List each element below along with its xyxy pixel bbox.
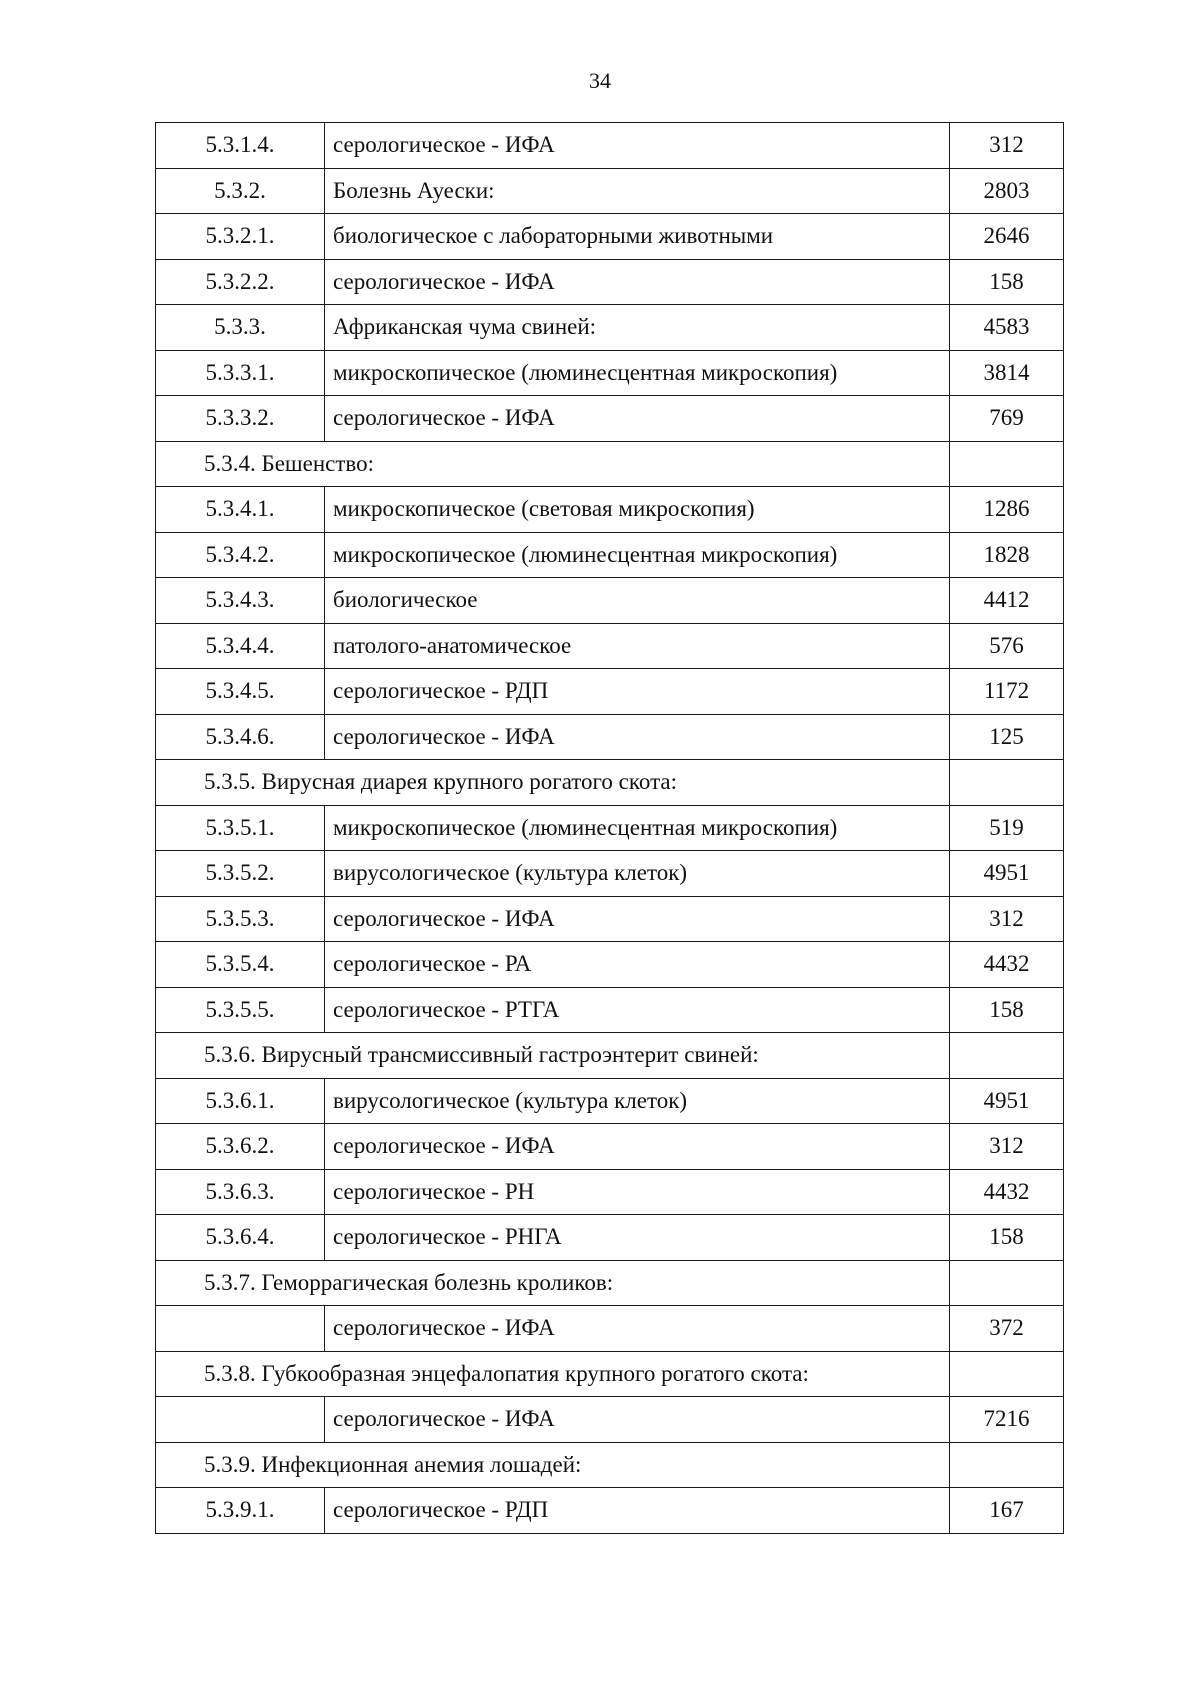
item-name: серологическое - ИФА xyxy=(325,123,950,169)
section-title: 5.3.5. Вирусная диарея крупного рогатого скота: xyxy=(156,760,950,806)
item-code: 5.3.3.1. xyxy=(156,350,325,396)
page-number: 34 xyxy=(589,68,611,93)
item-name: серологическое - ИФА xyxy=(325,396,950,442)
table-row xyxy=(156,1124,1064,1170)
item-price: 372 xyxy=(950,1306,1064,1352)
item-price xyxy=(950,1260,1064,1306)
item-code: 5.3.6.1. xyxy=(156,1078,325,1124)
item-name: биологическое xyxy=(325,578,950,624)
item-code: 5.3.4.1. xyxy=(156,487,325,533)
item-price: 312 xyxy=(950,896,1064,942)
item-code: 5.3.4.3. xyxy=(156,578,325,624)
item-code: 5.3.6.4. xyxy=(156,1215,325,1261)
item-name: серологическое - ИФА xyxy=(325,1124,950,1170)
table-section-row xyxy=(156,1442,1064,1488)
item-code xyxy=(156,1306,325,1352)
table-row xyxy=(156,1169,1064,1215)
table-row xyxy=(156,214,1064,260)
item-name: микроскопическое (люминесцентная микроскопия) xyxy=(325,532,950,578)
item-price: 158 xyxy=(950,259,1064,305)
item-code: 5.3.4.6. xyxy=(156,714,325,760)
item-price: 576 xyxy=(950,623,1064,669)
price-table xyxy=(155,122,1064,1534)
item-name: серологическое - РА xyxy=(325,942,950,988)
item-price: 7216 xyxy=(950,1397,1064,1443)
section-title: 5.3.8. Губкообразная энцефалопатия крупного рогатого скота: xyxy=(156,1351,950,1397)
item-price: 2803 xyxy=(950,168,1064,214)
item-price: 4412 xyxy=(950,578,1064,624)
table-row xyxy=(156,805,1064,851)
item-price: 769 xyxy=(950,396,1064,442)
table-row xyxy=(156,168,1064,214)
item-code xyxy=(156,1397,325,1443)
item-name: микроскопическое (световая микроскопия) xyxy=(325,487,950,533)
table-row xyxy=(156,1488,1064,1534)
item-price: 1286 xyxy=(950,487,1064,533)
item-price xyxy=(950,760,1064,806)
table-row xyxy=(156,532,1064,578)
table-row xyxy=(156,259,1064,305)
item-price: 1172 xyxy=(950,669,1064,715)
item-price: 3814 xyxy=(950,350,1064,396)
table-row xyxy=(156,987,1064,1033)
item-name: серологическое - РНГА xyxy=(325,1215,950,1261)
item-name: Болезнь Ауески: xyxy=(325,168,950,214)
item-name: микроскопическое (люминесцентная микроскопия) xyxy=(325,805,950,851)
item-code: 5.3.5.5. xyxy=(156,987,325,1033)
item-name: биологическое с лабораторными животными xyxy=(325,214,950,260)
item-name: серологическое - РН xyxy=(325,1169,950,1215)
price-table-body xyxy=(156,123,1064,1534)
item-code: 5.3.5.2. xyxy=(156,851,325,897)
section-title: 5.3.9. Инфекционная анемия лошадей: xyxy=(156,1442,950,1488)
item-price: 4432 xyxy=(950,1169,1064,1215)
table-section-row xyxy=(156,760,1064,806)
item-price xyxy=(950,1351,1064,1397)
item-price: 125 xyxy=(950,714,1064,760)
item-name: вирусологическое (культура клеток) xyxy=(325,1078,950,1124)
table-row xyxy=(156,669,1064,715)
item-name: серологическое - ИФА xyxy=(325,714,950,760)
item-price: 167 xyxy=(950,1488,1064,1534)
table-row xyxy=(156,305,1064,351)
table-row xyxy=(156,578,1064,624)
item-name: серологическое - ИФА xyxy=(325,896,950,942)
item-price xyxy=(950,1033,1064,1079)
item-price: 4432 xyxy=(950,942,1064,988)
item-code: 5.3.5.3. xyxy=(156,896,325,942)
table-row xyxy=(156,487,1064,533)
table-row xyxy=(156,396,1064,442)
item-price xyxy=(950,1442,1064,1488)
item-price: 158 xyxy=(950,1215,1064,1261)
item-name: Африканская чума свиней: xyxy=(325,305,950,351)
table-row xyxy=(156,1306,1064,1352)
table-row xyxy=(156,1397,1064,1443)
item-name: серологическое - ИФА xyxy=(325,1306,950,1352)
table-row xyxy=(156,1215,1064,1261)
item-price: 312 xyxy=(950,1124,1064,1170)
item-price xyxy=(950,441,1064,487)
table-section-row xyxy=(156,1033,1064,1079)
item-code: 5.3.2.2. xyxy=(156,259,325,305)
table-row xyxy=(156,123,1064,169)
item-code: 5.3.4.4. xyxy=(156,623,325,669)
item-code: 5.3.4.2. xyxy=(156,532,325,578)
table-row xyxy=(156,942,1064,988)
section-title: 5.3.6. Вирусный трансмиссивный гастроэнтерит свиней: xyxy=(156,1033,950,1079)
item-code: 5.3.2. xyxy=(156,168,325,214)
item-code: 5.3.6.3. xyxy=(156,1169,325,1215)
item-price: 312 xyxy=(950,123,1064,169)
item-price: 519 xyxy=(950,805,1064,851)
section-title: 5.3.4. Бешенство: xyxy=(156,441,950,487)
table-row xyxy=(156,851,1064,897)
item-code: 5.3.6.2. xyxy=(156,1124,325,1170)
item-code: 5.3.3. xyxy=(156,305,325,351)
table-row xyxy=(156,714,1064,760)
item-code: 5.3.5.4. xyxy=(156,942,325,988)
table-row xyxy=(156,623,1064,669)
item-name: серологическое - РДП xyxy=(325,669,950,715)
item-code: 5.3.1.4. xyxy=(156,123,325,169)
item-name: патолого-анатомическое xyxy=(325,623,950,669)
item-name: вирусологическое (культура клеток) xyxy=(325,851,950,897)
item-name: серологическое - РТГА xyxy=(325,987,950,1033)
item-code: 5.3.3.2. xyxy=(156,396,325,442)
item-name: серологическое - РДП xyxy=(325,1488,950,1534)
item-price: 158 xyxy=(950,987,1064,1033)
item-price: 2646 xyxy=(950,214,1064,260)
item-code: 5.3.9.1. xyxy=(156,1488,325,1534)
table-row xyxy=(156,896,1064,942)
item-code: 5.3.5.1. xyxy=(156,805,325,851)
item-code: 5.3.4.5. xyxy=(156,669,325,715)
section-title: 5.3.7. Геморрагическая болезнь кроликов: xyxy=(156,1260,950,1306)
table-section-row xyxy=(156,1351,1064,1397)
item-price: 4951 xyxy=(950,1078,1064,1124)
table-section-row xyxy=(156,441,1064,487)
item-name: микроскопическое (люминесцентная микроскопия) xyxy=(325,350,950,396)
item-price: 4951 xyxy=(950,851,1064,897)
table-row xyxy=(156,350,1064,396)
table-row xyxy=(156,1078,1064,1124)
item-price: 4583 xyxy=(950,305,1064,351)
table-section-row xyxy=(156,1260,1064,1306)
item-code: 5.3.2.1. xyxy=(156,214,325,260)
item-price: 1828 xyxy=(950,532,1064,578)
item-name: серологическое - ИФА xyxy=(325,259,950,305)
item-name: серологическое - ИФА xyxy=(325,1397,950,1443)
